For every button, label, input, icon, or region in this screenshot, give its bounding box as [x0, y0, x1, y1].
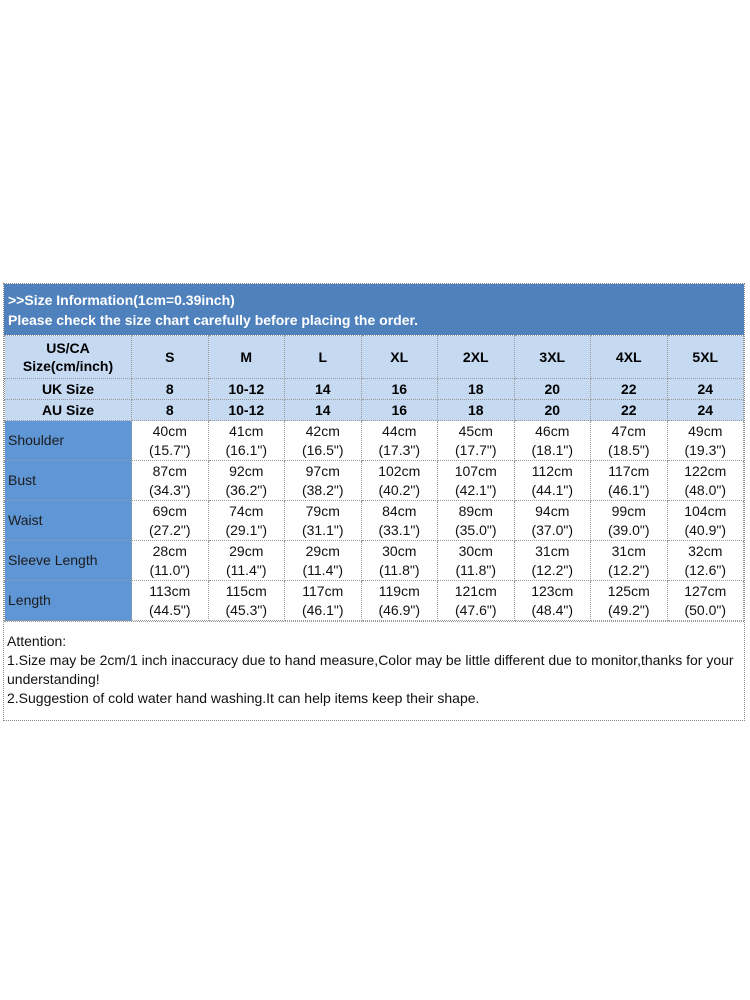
measurement-cell [208, 541, 285, 581]
measurement-inch: (16.5") [301, 441, 344, 458]
measurement-row [5, 581, 744, 621]
measurement-cm: 29cm [305, 542, 340, 559]
measurement-inch: (39.0") [607, 521, 650, 538]
au-size-cell: 8 [132, 400, 209, 421]
measurement-inch: (46.1") [301, 601, 344, 618]
measurement-cm: 84cm [382, 502, 417, 519]
measurement-inch: (11.4") [302, 561, 343, 578]
measurement-row [5, 461, 744, 501]
au-size-cell: 16 [361, 400, 438, 421]
measurement-inch: (31.1") [301, 521, 344, 538]
size-header-cell: 4XL [591, 336, 668, 379]
measurement-cell [285, 541, 362, 581]
size-info-title: >>Size Information(1cm=0.39inch) [8, 292, 235, 308]
measurement-inch: (19.3") [684, 441, 727, 458]
measurement-cm: 99cm [611, 502, 646, 519]
measurement-cm: 125cm [607, 582, 650, 599]
measurement-cm: 69cm [152, 502, 187, 519]
measurement-cm: 42cm [305, 422, 340, 439]
measurement-inch: (18.1") [531, 441, 574, 458]
measurement-inch: (47.6") [454, 601, 497, 618]
uk-size-cell: 16 [361, 379, 438, 400]
measurement-cell [438, 581, 515, 621]
measurement-label: Waist [5, 501, 132, 541]
measurement-inch: (44.5") [148, 601, 191, 618]
measurement-cell [132, 581, 209, 621]
measurement-cell [208, 461, 285, 501]
measurement-cm: 112cm [531, 462, 573, 479]
measurement-inch: (12.2") [531, 561, 574, 578]
uk-size-cell: 22 [591, 379, 668, 400]
measurement-cm: 46cm [535, 422, 570, 439]
measurement-cm: 115cm [225, 582, 267, 599]
measurement-row [5, 421, 744, 461]
corner-line-1: US/CA [46, 340, 90, 356]
measurement-cm: 40cm [152, 422, 187, 439]
measurement-cm: 102cm [378, 462, 421, 479]
measurement-cell [514, 421, 591, 461]
measurement-cm: 104cm [684, 502, 727, 519]
measurement-cell [361, 581, 438, 621]
measurement-cm: 89cm [458, 502, 493, 519]
measurement-inch: (34.3") [148, 481, 191, 498]
measurement-inch: (44.1") [531, 481, 574, 498]
measurement-cell [132, 421, 209, 461]
au-size-cell: 18 [438, 400, 515, 421]
measurement-cm: 49cm [688, 422, 723, 439]
measurement-cm: 41cm [229, 422, 264, 439]
measurement-inch: (16.1") [225, 441, 268, 458]
measurement-cell [132, 541, 209, 581]
measurement-inch: (33.1") [378, 521, 421, 538]
measurement-cm: 123cm [531, 582, 574, 599]
measurement-cell [438, 461, 515, 501]
measurement-cell [591, 501, 668, 541]
measurement-cm: 92cm [229, 462, 264, 479]
measurement-inch: (46.1") [607, 481, 650, 498]
measurement-inch: (45.3") [225, 601, 268, 618]
attention-note-1: 1.Size may be 2cm/1 inch inaccuracy due to hand measure,Color may be little different due to monitor,thanks for your understanding! [7, 652, 734, 687]
measurement-cell [285, 461, 362, 501]
measurement-cm: 47cm [611, 422, 646, 439]
measurement-cm: 87cm [152, 462, 187, 479]
attention-title: Attention: [7, 633, 67, 649]
measurement-inch: (46.9") [378, 601, 421, 618]
measurement-inch: (27.2") [148, 521, 191, 538]
measurement-inch: (12.6") [684, 561, 727, 578]
measurement-cell [667, 461, 744, 501]
au-size-cell: 14 [285, 400, 362, 421]
measurement-cm: 74cm [229, 502, 264, 519]
measurement-inch: (17.7") [454, 441, 497, 458]
size-header-cell: L [285, 336, 362, 379]
measurement-inch: (50.0") [684, 601, 727, 618]
size-info-banner [4, 284, 744, 335]
measurement-cell [438, 421, 515, 461]
measurement-cell [667, 501, 744, 541]
measurement-inch: (18.5") [607, 441, 650, 458]
measurement-cm: 45cm [458, 422, 493, 439]
measurement-cell [514, 461, 591, 501]
corner-header [5, 336, 132, 379]
measurement-cell [285, 421, 362, 461]
corner-line-2: Size(cm/inch) [22, 358, 114, 374]
uk-size-cell: 10-12 [208, 379, 285, 400]
measurement-cell [208, 581, 285, 621]
measurement-cm: 121cm [454, 582, 497, 599]
uk-size-cell: 20 [514, 379, 591, 400]
measurement-cm: 29cm [229, 542, 264, 559]
measurement-cell [132, 461, 209, 501]
measurement-inch: (38.2") [301, 481, 344, 498]
measurement-cell [667, 421, 744, 461]
size-header-cell: 3XL [514, 336, 591, 379]
measurement-inch: (29.1") [225, 521, 268, 538]
au-size-row [5, 400, 744, 421]
size-header-cell: 2XL [438, 336, 515, 379]
uk-size-row [5, 379, 744, 400]
attention-note-2: 2.Suggestion of cold water hand washing.It can help items keep their shape. [7, 690, 480, 706]
measurement-inch: (11.8") [378, 561, 420, 578]
measurement-row [5, 501, 744, 541]
measurement-label: Bust [5, 461, 132, 501]
measurement-cell [208, 501, 285, 541]
measurement-inch: (48.0") [684, 481, 727, 498]
measurement-cell [591, 461, 668, 501]
measurement-inch: (40.2") [378, 481, 421, 498]
measurement-cell [438, 541, 515, 581]
measurement-cm: 117cm [608, 462, 650, 479]
measurement-label: Shoulder [5, 421, 132, 461]
au-size-cell: 22 [591, 400, 668, 421]
measurement-inch: (49.2") [607, 601, 650, 618]
measurement-cm: 30cm [382, 542, 417, 559]
measurement-cell [285, 501, 362, 541]
measurement-cell [591, 541, 668, 581]
measurement-cell [438, 501, 515, 541]
uk-size-cell: 18 [438, 379, 515, 400]
size-chart [3, 283, 745, 721]
measurement-inch: (12.2") [607, 561, 650, 578]
measurement-cell [285, 581, 362, 621]
measurement-cell [514, 541, 591, 581]
uk-size-cell: 14 [285, 379, 362, 400]
measurement-cm: 97cm [305, 462, 340, 479]
measurement-cell [361, 541, 438, 581]
measurement-cell [361, 421, 438, 461]
measurement-cm: 44cm [382, 422, 417, 439]
measurement-inch: (42.1") [454, 481, 497, 498]
measurement-cm: 31cm [535, 542, 570, 559]
au-size-cell: 10-12 [208, 400, 285, 421]
measurement-cell [667, 541, 744, 581]
measurement-cell [667, 581, 744, 621]
measurement-cell [361, 461, 438, 501]
measurement-cm: 113cm [149, 582, 191, 599]
measurement-cm: 79cm [305, 502, 340, 519]
uk-size-cell: 8 [132, 379, 209, 400]
measurement-label: Sleeve Length [5, 541, 132, 581]
measurement-inch: (48.4") [531, 601, 574, 618]
measurement-cm: 107cm [454, 462, 497, 479]
measurement-cell [208, 421, 285, 461]
measurement-inch: (37.0") [531, 521, 574, 538]
size-table [4, 335, 744, 621]
measurement-cm: 28cm [152, 542, 187, 559]
measurement-inch: (15.7") [148, 441, 191, 458]
measurement-cell [132, 501, 209, 541]
size-info-instruction: Please check the size chart carefully before placing the order. [8, 312, 419, 328]
measurement-cm: 119cm [378, 582, 420, 599]
attention-notes [4, 621, 744, 720]
measurement-row [5, 541, 744, 581]
size-header-cell: S [132, 336, 209, 379]
measurement-cell [514, 581, 591, 621]
measurement-cell [591, 421, 668, 461]
measurement-inch: (36.2") [225, 481, 268, 498]
size-header-cell: XL [361, 336, 438, 379]
measurement-cell [514, 501, 591, 541]
measurement-cm: 122cm [684, 462, 727, 479]
measurement-cell [361, 501, 438, 541]
measurement-inch: (17.3") [378, 441, 421, 458]
measurement-cm: 127cm [684, 582, 727, 599]
measurement-cell [591, 581, 668, 621]
measurement-cm: 117cm [302, 582, 344, 599]
measurement-inch: (11.0") [149, 561, 190, 578]
size-header-row [5, 336, 744, 379]
measurement-cm: 32cm [688, 542, 723, 559]
size-header-cell: M [208, 336, 285, 379]
measurement-cm: 31cm [611, 542, 646, 559]
measurement-cm: 30cm [458, 542, 493, 559]
measurement-inch: (40.9") [684, 521, 727, 538]
measurement-label: Length [5, 581, 132, 621]
uk-size-cell: 24 [667, 379, 744, 400]
au-size-cell: 24 [667, 400, 744, 421]
au-size-label: AU Size [5, 400, 132, 421]
measurement-cm: 94cm [535, 502, 570, 519]
measurement-inch: (11.4") [225, 561, 267, 578]
size-header-cell: 5XL [667, 336, 744, 379]
au-size-cell: 20 [514, 400, 591, 421]
measurement-inch: (11.8") [455, 561, 496, 578]
uk-size-label: UK Size [5, 379, 132, 400]
measurement-inch: (35.0") [454, 521, 497, 538]
